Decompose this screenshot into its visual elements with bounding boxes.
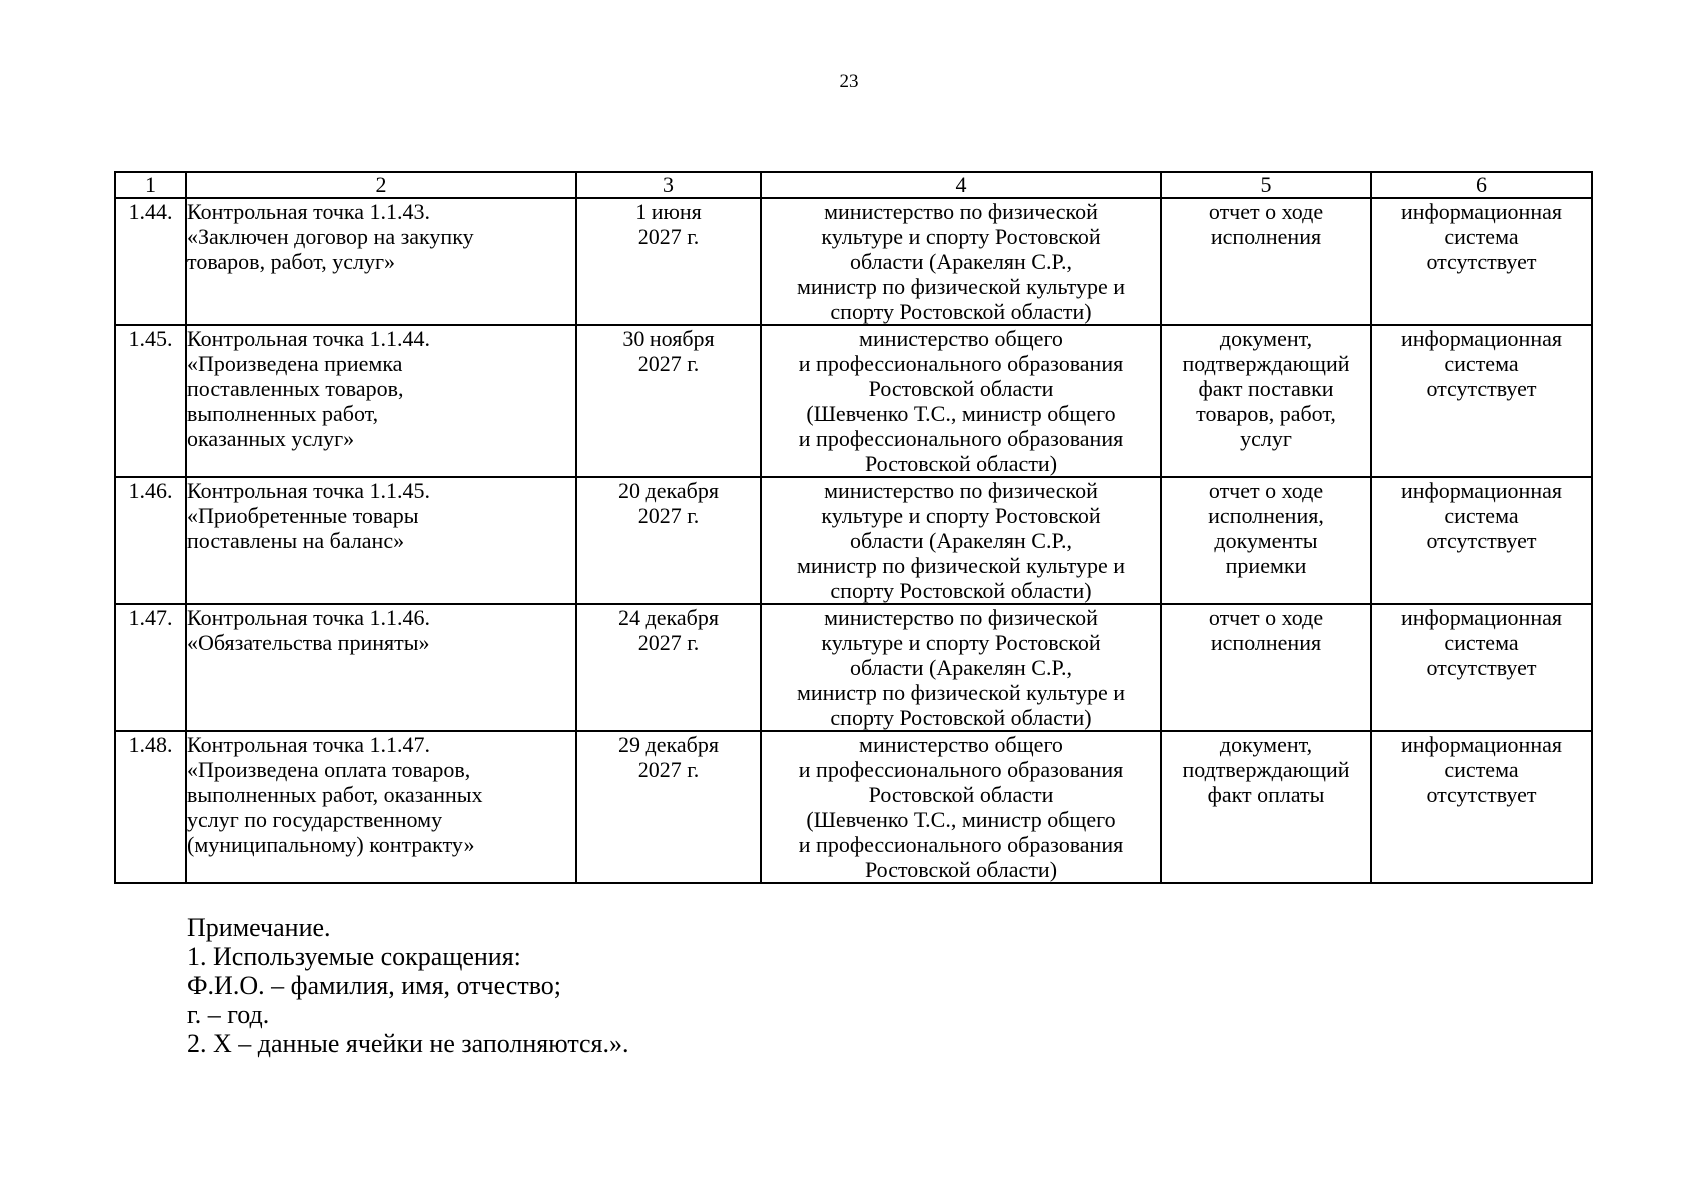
confirming-document-line: отчет о ходе (1208, 478, 1324, 503)
control-point-name-line: «Произведена оплата товаров, (187, 757, 471, 782)
responsible-executor-line: области (Аракелян С.Р., (850, 655, 1072, 680)
deadline-date-cell (576, 477, 761, 604)
confirming-document-line: отчет о ходе (1208, 199, 1324, 224)
responsible-executor-line: и профессионального образования (798, 832, 1124, 857)
table-row (115, 604, 1592, 731)
responsible-executor-line: (Шевченко Т.С., министр общего (806, 401, 1116, 426)
information-system-cell (1371, 198, 1592, 325)
responsible-executor-line: спорту Ростовской области) (830, 299, 1092, 324)
confirming-document-line: исполнения (1210, 630, 1322, 655)
row-number: 1.46. (115, 477, 186, 604)
responsible-executor-cell (761, 477, 1161, 604)
column-number-1: 1 (115, 172, 186, 198)
control-point-name-line: выполненных работ, (187, 401, 379, 426)
table-row (115, 325, 1592, 477)
responsible-executor-line: области (Аракелян С.Р., (850, 249, 1072, 274)
confirming-document-line: исполнения (1210, 224, 1322, 249)
table-body (115, 198, 1592, 883)
note-line: 2. Х – данные ячейки не заполняются.». (187, 1029, 629, 1058)
responsible-executor-cell (761, 325, 1161, 477)
control-point-name-cell (186, 477, 576, 604)
control-point-name-cell (186, 604, 576, 731)
information-system-line: информационная (1401, 199, 1562, 224)
column-number-6: 6 (1371, 172, 1592, 198)
column-number-3: 3 (576, 172, 761, 198)
information-system-cell (1371, 731, 1592, 883)
deadline-date-line: 2027 г. (637, 351, 700, 376)
responsible-executor-line: культуре и спорту Ростовской (821, 630, 1101, 655)
information-system-cell (1371, 325, 1592, 477)
deadline-date-cell (576, 198, 761, 325)
control-point-name-line: товаров, работ, услуг» (187, 249, 395, 274)
confirming-document-line: факт поставки (1198, 376, 1334, 401)
responsible-executor-line: спорту Ростовской области) (830, 578, 1092, 603)
table-row (115, 731, 1592, 883)
row-number: 1.44. (115, 198, 186, 325)
responsible-executor-line: министр по физической культуре и (796, 553, 1126, 578)
information-system-line: система (1444, 503, 1519, 528)
information-system-line: информационная (1401, 605, 1562, 630)
confirming-document-line: исполнения, (1208, 503, 1324, 528)
control-point-name-line: «Произведена приемка (187, 351, 403, 376)
information-system-line: система (1444, 757, 1519, 782)
deadline-date-line: 20 декабря (618, 478, 719, 503)
confirming-document-line: подтверждающий (1182, 757, 1350, 782)
column-number-5: 5 (1161, 172, 1371, 198)
information-system-line: отсутствует (1426, 249, 1537, 274)
control-point-name-line: Контрольная точка 1.1.43. (187, 199, 431, 224)
information-system-line: информационная (1401, 326, 1562, 351)
control-point-name-line: оказанных услуг» (187, 426, 355, 451)
confirming-document-line: услуг (1240, 426, 1292, 451)
confirming-document-line: отчет о ходе (1208, 605, 1324, 630)
responsible-executor-line: (Шевченко Т.С., министр общего (806, 807, 1116, 832)
control-points-table (114, 171, 1593, 884)
responsible-executor-cell (761, 604, 1161, 731)
control-point-name-cell (186, 325, 576, 477)
responsible-executor-line: и профессионального образования (798, 757, 1124, 782)
responsible-executor-line: министр по физической культуре и (796, 274, 1126, 299)
control-point-name-line: Контрольная точка 1.1.44. (187, 326, 431, 351)
control-point-name-cell (186, 731, 576, 883)
responsible-executor-line: Ростовской области (868, 376, 1054, 401)
control-point-name-line: Контрольная точка 1.1.47. (187, 732, 431, 757)
responsible-executor-line: министерство по физической (824, 605, 1098, 630)
deadline-date-line: 29 декабря (618, 732, 719, 757)
control-point-name-line: поставлены на баланс» (187, 528, 405, 553)
responsible-executor-line: министерство по физической (824, 478, 1098, 503)
confirming-document-line: подтверждающий (1182, 351, 1350, 376)
information-system-line: информационная (1401, 478, 1562, 503)
information-system-line: система (1444, 351, 1519, 376)
note-block (187, 913, 629, 1058)
table-row (115, 477, 1592, 604)
responsible-executor-line: министерство по физической (824, 199, 1098, 224)
row-number: 1.47. (115, 604, 186, 731)
confirming-document-cell (1161, 198, 1371, 325)
control-point-name-line: поставленных товаров, (187, 376, 404, 401)
deadline-date-cell (576, 731, 761, 883)
deadline-date-line: 2027 г. (637, 757, 700, 782)
responsible-executor-line: области (Аракелян С.Р., (850, 528, 1072, 553)
row-number: 1.45. (115, 325, 186, 477)
responsible-executor-line: культуре и спорту Ростовской (821, 503, 1101, 528)
control-point-name-line: «Обязательства приняты» (187, 630, 430, 655)
row-number: 1.48. (115, 731, 186, 883)
information-system-line: отсутствует (1426, 528, 1537, 553)
deadline-date-cell (576, 325, 761, 477)
information-system-line: информационная (1401, 732, 1562, 757)
page-number: 23 (839, 71, 859, 92)
control-point-name-line: услуг по государственному (187, 807, 443, 832)
responsible-executor-line: и профессионального образования (798, 351, 1124, 376)
note-line: г. – год. (187, 1000, 270, 1029)
confirming-document-line: документ, (1219, 732, 1313, 757)
responsible-executor-line: министр по физической культуре и (796, 680, 1126, 705)
responsible-executor-line: и профессионального образования (798, 426, 1124, 451)
confirming-document-line: приемки (1225, 553, 1307, 578)
confirming-document-line: документы (1214, 528, 1318, 553)
responsible-executor-line: Ростовской области) (864, 857, 1058, 882)
note-line: 1. Используемые сокращения: (187, 942, 521, 971)
information-system-line: система (1444, 224, 1519, 249)
responsible-executor-line: министерство общего (859, 732, 1063, 757)
information-system-line: отсутствует (1426, 376, 1537, 401)
confirming-document-cell (1161, 604, 1371, 731)
information-system-line: отсутствует (1426, 655, 1537, 680)
deadline-date-line: 30 ноября (622, 326, 715, 351)
responsible-executor-line: министерство общего (859, 326, 1063, 351)
information-system-line: отсутствует (1426, 782, 1537, 807)
confirming-document-line: документ, (1219, 326, 1313, 351)
confirming-document-cell (1161, 477, 1371, 604)
control-point-name-line: Контрольная точка 1.1.46. (187, 605, 431, 630)
deadline-date-line: 24 декабря (618, 605, 719, 630)
control-point-name-line: Контрольная точка 1.1.45. (187, 478, 431, 503)
deadline-date-line: 1 июня (635, 199, 702, 224)
control-point-name-cell (186, 198, 576, 325)
responsible-executor-cell (761, 731, 1161, 883)
table-row (115, 198, 1592, 325)
deadline-date-line: 2027 г. (637, 503, 700, 528)
control-point-name-line: «Заключен договор на закупку (187, 224, 474, 249)
information-system-cell (1371, 604, 1592, 731)
deadline-date-cell (576, 604, 761, 731)
control-point-name-line: (муниципальному) контракту» (187, 832, 475, 857)
note-title: Примечание. (187, 913, 331, 942)
confirming-document-line: товаров, работ, (1196, 401, 1336, 426)
column-number-2: 2 (186, 172, 576, 198)
responsible-executor-line: Ростовской области (868, 782, 1054, 807)
responsible-executor-line: культуре и спорту Ростовской (821, 224, 1101, 249)
column-number-4: 4 (761, 172, 1161, 198)
confirming-document-cell (1161, 325, 1371, 477)
confirming-document-line: факт оплаты (1207, 782, 1325, 807)
deadline-date-line: 2027 г. (637, 224, 700, 249)
information-system-cell (1371, 477, 1592, 604)
information-system-line: система (1444, 630, 1519, 655)
responsible-executor-line: Ростовской области) (864, 451, 1058, 476)
control-point-name-line: «Приобретенные товары (187, 503, 419, 528)
table-header-row (115, 172, 1592, 198)
confirming-document-cell (1161, 731, 1371, 883)
responsible-executor-cell (761, 198, 1161, 325)
note-line: Ф.И.О. – фамилия, имя, отчество; (187, 971, 562, 1000)
control-point-name-line: выполненных работ, оказанных (187, 782, 483, 807)
responsible-executor-line: спорту Ростовской области) (830, 705, 1092, 730)
deadline-date-line: 2027 г. (637, 630, 700, 655)
